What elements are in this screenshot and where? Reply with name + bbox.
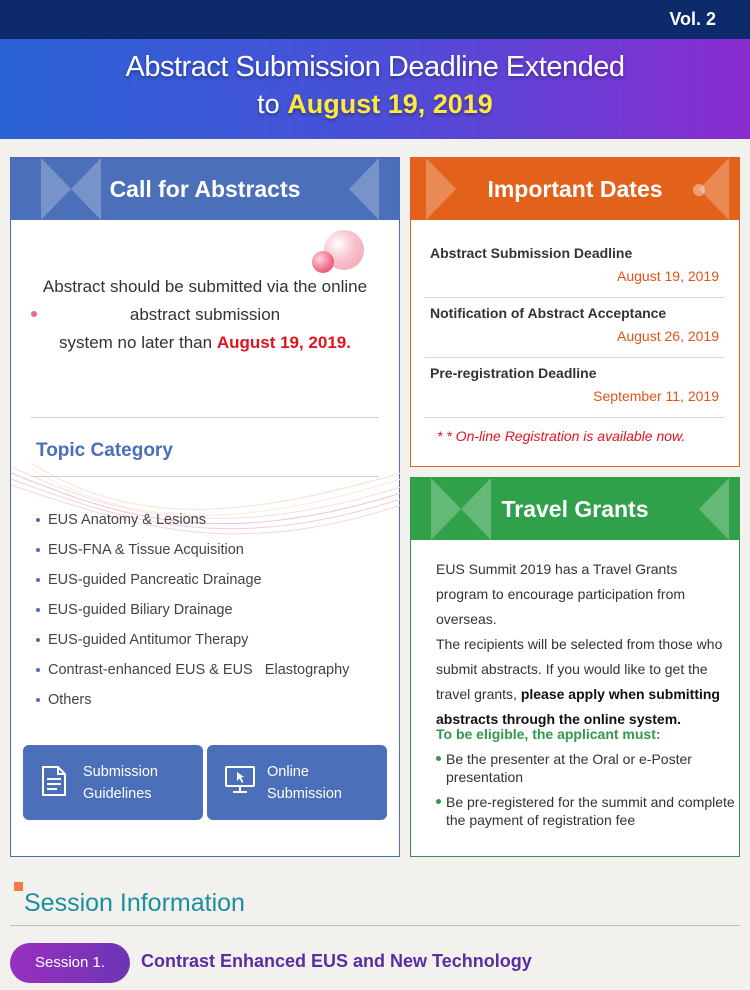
eligibility-title: To be eligible, the applicant must: xyxy=(436,726,661,742)
guidelines-line2: Guidelines xyxy=(83,786,152,802)
list-item: Contrast-enhanced EUS & EUS Elastography xyxy=(36,658,349,688)
session-pill[interactable]: Session 1. xyxy=(10,943,130,983)
travel-grants-para2 xyxy=(436,632,731,732)
pink-ball-medium xyxy=(312,251,334,273)
headline-title: Abstract Submission Deadline Extended xyxy=(125,51,625,83)
travel-grants-card xyxy=(410,477,740,857)
dot-decoration xyxy=(693,184,705,196)
headline-date-line xyxy=(0,89,750,120)
headline-banner xyxy=(0,39,750,139)
divider xyxy=(10,925,740,926)
volume-label: Vol. 2 xyxy=(669,9,716,29)
important-dates-title: Important Dates xyxy=(487,175,663,202)
date-row xyxy=(425,298,725,358)
document-icon xyxy=(41,766,67,796)
session-name: Contrast Enhanced EUS and New Technology xyxy=(141,951,532,971)
section-marker xyxy=(14,882,23,891)
call-for-abstracts-title: Call for Abstracts xyxy=(109,175,301,202)
travel-grants-para2-bold: please apply when submitting abstracts through the online system. xyxy=(436,686,720,727)
date-row xyxy=(425,358,725,418)
list-item: Be pre-registered for the summit and complete the payment of registration fee xyxy=(436,793,736,829)
topic-category-title: Topic Category xyxy=(36,440,173,461)
travel-grants-title: Travel Grants xyxy=(501,495,649,522)
list-item: Be the presenter at the Oral or e-Poster presentation xyxy=(436,750,736,786)
topic-list xyxy=(36,508,349,718)
cfa-body-line2: abstract submission xyxy=(129,305,281,324)
cfa-body-line3-prefix: system no later than xyxy=(59,333,217,352)
date-row xyxy=(425,238,725,298)
call-for-abstracts-card xyxy=(10,157,400,857)
divider xyxy=(31,417,379,418)
travel-grants-para2-plain: The recipients will be selected from those who submit abstracts. If you would like to get the travel grants, xyxy=(436,636,723,702)
monitor-cursor-icon xyxy=(225,766,255,794)
headline-date: August 19, 2019 xyxy=(287,89,493,119)
submission-guidelines-label xyxy=(83,761,158,805)
travel-grants-text xyxy=(436,557,731,732)
divider xyxy=(31,476,379,477)
cfa-body-line3 xyxy=(31,329,379,357)
submission-guidelines-button[interactable] xyxy=(23,745,203,820)
guidelines-line1: Submission xyxy=(83,764,158,780)
call-for-abstracts-header xyxy=(11,158,399,220)
list-item: EUS-guided Pancreatic Drainage xyxy=(36,568,349,598)
date-label: Abstract Submission Deadline xyxy=(430,245,633,261)
travel-grants-header xyxy=(411,478,739,540)
session-information-title: Session Information xyxy=(24,889,245,917)
eligibility-list xyxy=(436,750,736,836)
list-item: EUS-FNA & Tissue Acquisition xyxy=(36,538,349,568)
important-dates-header xyxy=(411,158,739,220)
date-value: September 11, 2019 xyxy=(593,388,719,404)
travel-grants-para1: EUS Summit 2019 has a Travel Grants program to encourage participation from overseas. xyxy=(436,561,686,627)
list-item: Others xyxy=(36,688,349,718)
date-value: August 26, 2019 xyxy=(617,328,719,344)
important-dates-card xyxy=(410,157,740,467)
date-label: Notification of Abstract Acceptance xyxy=(430,305,667,321)
list-item: EUS-guided Biliary Drainage xyxy=(36,598,349,628)
date-value: August 19, 2019 xyxy=(617,268,719,284)
date-label: Pre-registration Deadline xyxy=(430,365,597,381)
list-item: EUS-guided Antitumor Therapy xyxy=(36,628,349,658)
cfa-deadline: August 19, 2019. xyxy=(216,333,351,352)
online-submission-label xyxy=(267,761,342,805)
headline-to: to xyxy=(257,89,280,119)
cfa-body-line1: Abstract should be submitted via the online xyxy=(42,277,368,296)
online-line1: Online xyxy=(267,764,309,780)
online-line2: Submission xyxy=(267,786,342,802)
registration-note: * * On-line Registration is available now. xyxy=(437,428,686,444)
list-item: EUS Anatomy & Lesions xyxy=(36,508,349,538)
top-bar xyxy=(0,0,750,39)
online-submission-button[interactable] xyxy=(207,745,387,820)
call-for-abstracts-text xyxy=(31,273,379,357)
